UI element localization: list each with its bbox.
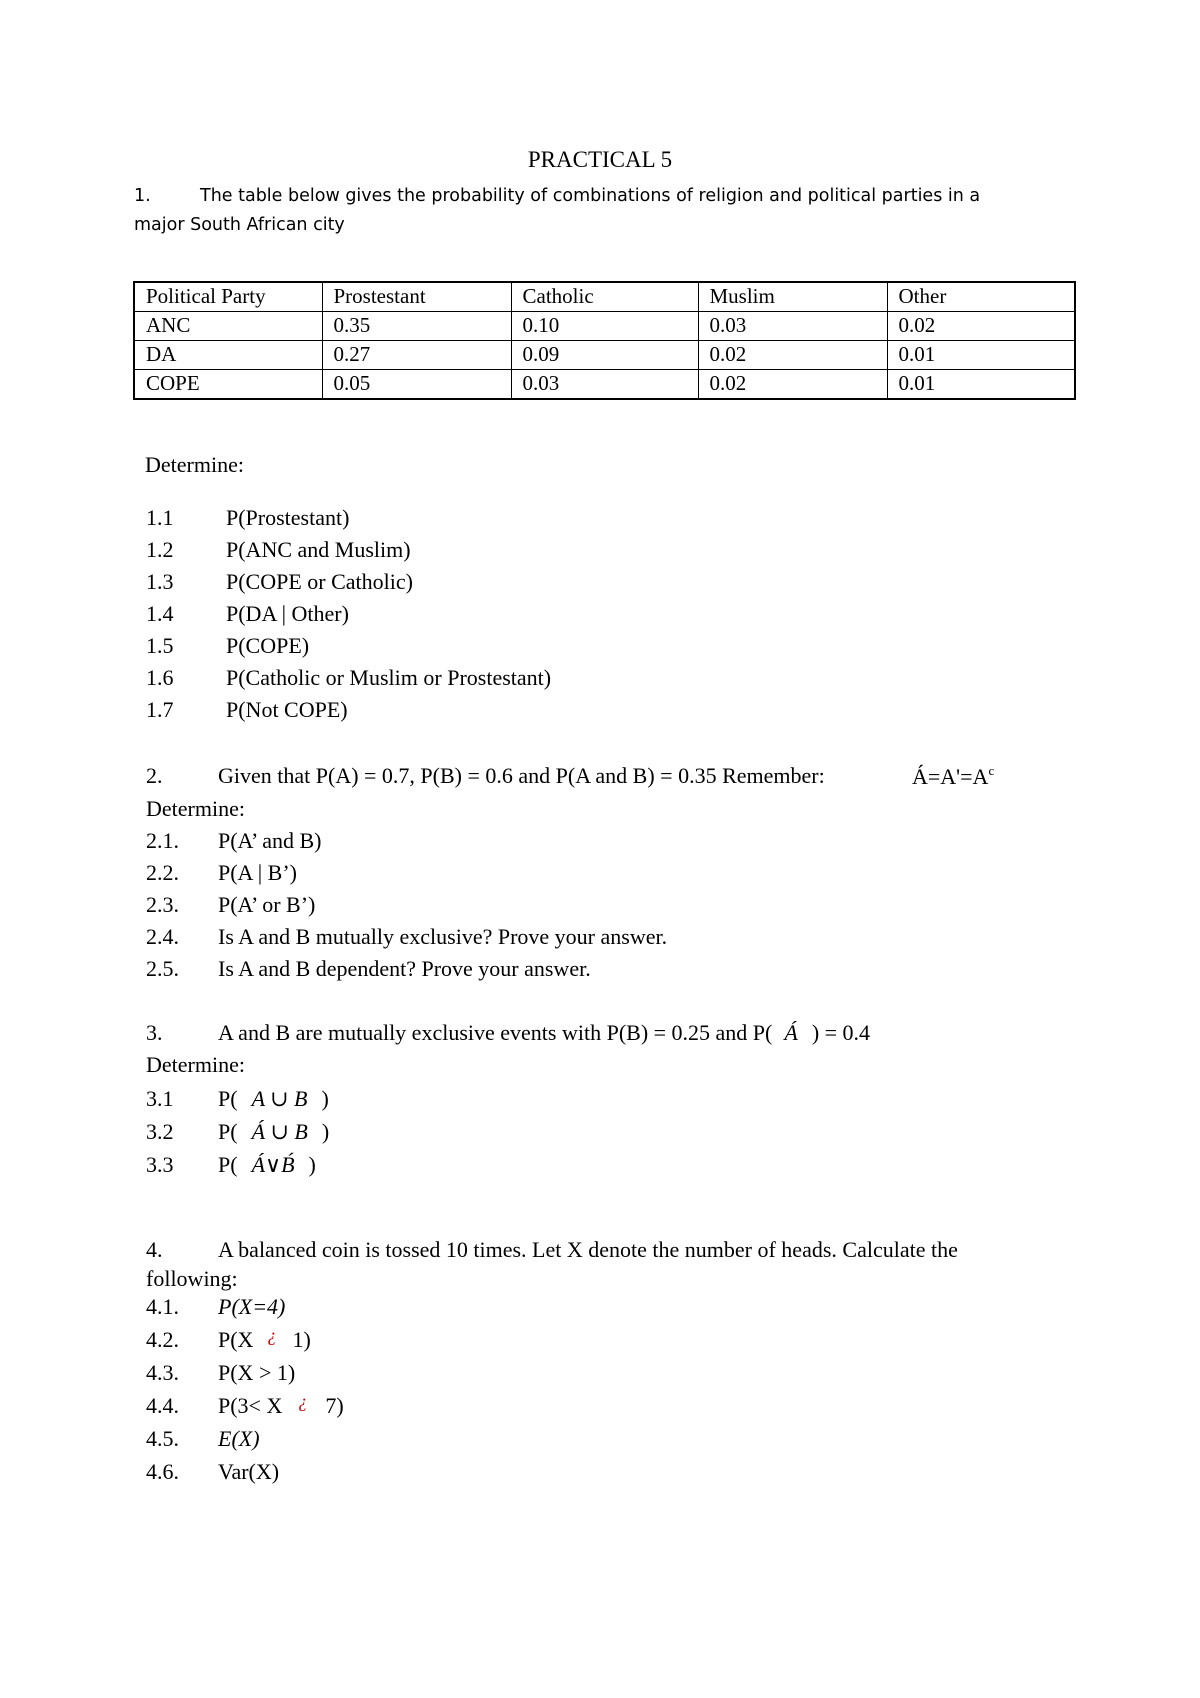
q2-item-number: 2.2. xyxy=(146,860,179,885)
q4-text-line2: following: xyxy=(146,1266,238,1291)
q4-item-part: 7) xyxy=(325,1393,344,1418)
q2-number: 2. xyxy=(146,763,163,788)
table-cell: 0.03 xyxy=(511,370,698,400)
probability-table xyxy=(133,281,1076,400)
q3-text-end: ) = 0.4 xyxy=(811,1020,871,1045)
q4-number: 4. xyxy=(146,1237,163,1262)
q1-item-text: P(COPE) xyxy=(226,633,310,658)
q4-item-number: 4.5. xyxy=(146,1426,179,1451)
q3-text xyxy=(218,1020,870,1046)
q2-formula xyxy=(912,763,994,790)
q1-item-text: P(ANC and Muslim) xyxy=(226,537,411,562)
q3-item-expr: Á ∪ B xyxy=(251,1119,308,1144)
q2-item-text: Is A and B mutually exclusive? Prove your answer. xyxy=(218,924,668,949)
q1-item-number: 1.4 xyxy=(146,601,174,626)
q3-item-number: 3.1 xyxy=(146,1086,174,1111)
q4-item-part: P(3< X xyxy=(218,1393,283,1418)
table-header-cell: Other xyxy=(887,282,1075,312)
q4-item-text: P(X > 1) xyxy=(218,1360,296,1385)
table-header-cell: Catholic xyxy=(511,282,698,312)
q4-item-number: 4.4. xyxy=(146,1393,179,1418)
table-cell: 0.10 xyxy=(511,312,698,341)
q1-text-line2: major South African city xyxy=(134,215,345,235)
table-cell: ANC xyxy=(134,312,322,341)
q3-text-start: A and B are mutually exclusive events with P(B) = 0.25 and P( xyxy=(218,1020,773,1045)
q2-item-number: 2.1. xyxy=(146,828,179,853)
table-cell: 0.09 xyxy=(511,341,698,370)
q4-item-text xyxy=(218,1393,344,1419)
table-cell: 0.02 xyxy=(887,312,1075,341)
q4-item-part: 1) xyxy=(292,1327,311,1352)
q3-item-number: 3.3 xyxy=(146,1152,174,1177)
q1-item-number: 1.6 xyxy=(146,665,174,690)
q3-item-number: 3.2 xyxy=(146,1119,174,1144)
q3-item-expression xyxy=(218,1086,329,1112)
q4-item-text: P(X=4) xyxy=(218,1294,286,1319)
q4-item-text: Var(X) xyxy=(218,1459,280,1484)
q3-number: 3. xyxy=(146,1020,163,1045)
table-cell: 0.01 xyxy=(887,341,1075,370)
q3-item-close: ) xyxy=(321,1119,330,1144)
table-row xyxy=(134,312,1075,341)
table-cell: 0.02 xyxy=(698,370,887,400)
table-header-row xyxy=(134,282,1075,312)
q3-item-close: ) xyxy=(308,1152,316,1177)
table-cell: 0.05 xyxy=(322,370,511,400)
q3-item-expr: Á∨B́ xyxy=(251,1152,295,1177)
table-header-cell: Muslim xyxy=(698,282,887,312)
q2-item-text: P(A’ or B’) xyxy=(218,892,316,917)
q3-item-open: P( xyxy=(218,1086,238,1111)
q1-item-number: 1.7 xyxy=(146,697,174,722)
q2-determine: Determine: xyxy=(146,796,245,821)
missing-glyph-icon: ¿ xyxy=(267,1325,277,1345)
table-cell: DA xyxy=(134,341,322,370)
q4-item-number: 4.6. xyxy=(146,1459,179,1484)
q2-formula-superscript: c xyxy=(988,763,995,778)
q2-item-number: 2.5. xyxy=(146,956,179,981)
q4-item-text xyxy=(218,1327,311,1353)
q2-item-text: Is A and B dependent? Prove your answer. xyxy=(218,956,591,981)
table-cell: 0.01 xyxy=(887,370,1075,400)
q1-item-text: P(Not COPE) xyxy=(226,697,348,722)
q1-item-text: P(DA | Other) xyxy=(226,601,349,626)
q2-item-text: P(A’ and B) xyxy=(218,828,322,853)
q1-item-number: 1.1 xyxy=(146,505,174,530)
q4-item-number: 4.2. xyxy=(146,1327,179,1352)
q2-item-text: P(A | B’) xyxy=(218,860,297,885)
q1-text-line1: The table below gives the probability of combinations of religion and political parties in a xyxy=(200,186,981,206)
q4-text-line1: A balanced coin is tossed 10 times. Let X denote the number of heads. Calculate the xyxy=(218,1237,958,1262)
table-cell: 0.02 xyxy=(698,341,887,370)
q2-item-number: 2.3. xyxy=(146,892,179,917)
q4-item-text: E(X) xyxy=(218,1426,260,1451)
q3-item-open: P( xyxy=(218,1119,238,1144)
q2-text: Given that P(A) = 0.7, P(B) = 0.6 and P(A and B) = 0.35 Remember: xyxy=(218,763,825,788)
table-row xyxy=(134,341,1075,370)
q3-item-expr: A ∪ B xyxy=(251,1086,308,1111)
q1-item-text: P(Catholic or Muslim or Prostestant) xyxy=(226,665,552,690)
table-cell: 0.03 xyxy=(698,312,887,341)
q1-item-number: 1.2 xyxy=(146,537,174,562)
q4-item-number: 4.3. xyxy=(146,1360,179,1385)
q1-determine: Determine: xyxy=(145,452,244,477)
q3-item-open: P( xyxy=(218,1152,238,1177)
q4-item-number: 4.1. xyxy=(146,1294,179,1319)
q1-item-number: 1.5 xyxy=(146,633,174,658)
q2-formula-text: Á=A'=A xyxy=(912,764,989,789)
table-cell: 0.27 xyxy=(322,341,511,370)
q1-item-text: P(COPE or Catholic) xyxy=(226,569,413,594)
q1-number: 1. xyxy=(134,186,151,206)
q3-item-expression xyxy=(218,1152,316,1178)
table-cell: COPE xyxy=(134,370,322,400)
q3-determine: Determine: xyxy=(146,1052,245,1077)
page-title: PRACTICAL 5 xyxy=(527,147,673,172)
table-row xyxy=(134,370,1075,400)
q3-item-expression xyxy=(218,1119,329,1145)
q2-item-number: 2.4. xyxy=(146,924,179,949)
q3-item-close: ) xyxy=(321,1086,329,1111)
q1-item-text: P(Prostestant) xyxy=(226,505,350,530)
table-header-cell: Prostestant xyxy=(322,282,511,312)
missing-glyph-icon: ¿ xyxy=(298,1391,308,1411)
table-header-cell: Political Party xyxy=(134,282,322,312)
q1-item-number: 1.3 xyxy=(146,569,174,594)
q4-item-part: P(X xyxy=(218,1327,254,1352)
q3-text-symbol: Á xyxy=(784,1020,798,1045)
table-cell: 0.35 xyxy=(322,312,511,341)
